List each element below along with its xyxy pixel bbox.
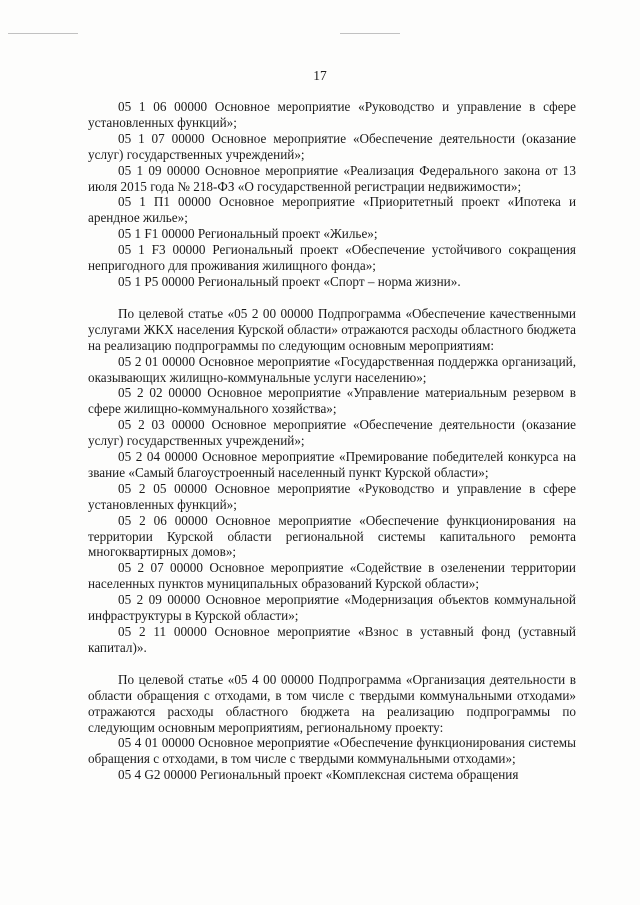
paragraph: 05 1 F1 00000 Региональный проект «Жилье»; <box>118 226 378 242</box>
paragraph: 05 2 03 00000 Основное мероприятие «Обеспечение деятельности (оказание услуг) государственных учреждений»; <box>88 417 576 449</box>
document-body <box>88 99 576 783</box>
paragraph: 05 4 01 00000 Основное мероприятие «Обеспечение функционирования системы обращения с отходами, в том числе с твердыми коммунальными отходами»; <box>88 735 576 767</box>
paragraph: 05 1 P5 00000 Региональный проект «Спорт – норма жизни». <box>118 273 461 289</box>
paragraph: 05 2 01 00000 Основное мероприятие «Государственная поддержка организаций, оказывающих жилищно-коммунальные услуги населению»; <box>88 353 576 385</box>
paragraph: 05 1 П1 00000 Основное мероприятие «Приоритетный проект «Ипотека и арендное жилье»; <box>88 194 576 226</box>
paragraph: 05 2 02 00000 Основное мероприятие «Управление материальным резервом в сфере жилищно-коммунального хозяйства»; <box>88 385 576 417</box>
paragraph: 05 1 07 00000 Основное мероприятие «Обеспечение деятельности (оказание услуг) государственных учреждений»; <box>88 130 576 162</box>
paragraph: 05 1 09 00000 Основное мероприятие «Реализация Федерального закона от 13 июля 2015 года № 218-ФЗ «О государственной регистрации недвижимости»; <box>88 162 576 194</box>
paragraph: 05 2 06 00000 Основное мероприятие «Обеспечение функционирования на территории Курской области региональной системы капитального ремонта многоквартирных домов»; <box>88 512 576 560</box>
paragraph: 05 1 06 00000 Основное мероприятие «Руководство и управление в сфере установленных функций»; <box>88 99 576 130</box>
scan-artifact-center <box>340 33 400 34</box>
paragraph: 05 4 G2 00000 Региональный проект «Комплексная система обращения <box>118 767 519 783</box>
paragraph: 05 1 F3 00000 Региональный проект «Обеспечение устойчивого сокращения непригодного для проживания жилищного фонда»; <box>88 242 576 274</box>
paragraph: 05 2 09 00000 Основное мероприятие «Модернизация объектов коммунальной инфраструктуры в Курской области»; <box>88 592 576 624</box>
scan-artifact-left <box>8 33 78 34</box>
paragraph: По целевой статье «05 2 00 00000 Подпрограмма «Обеспечение качественными услугами ЖКХ населения Курской области» отражаются расходы областного бюджета на реализацию подпрограммы по следующим основным мероприятиям: <box>88 305 576 353</box>
paragraph: 05 2 11 00000 Основное мероприятие «Взнос в уставный фонд (уставный капитал)». <box>88 624 576 655</box>
paragraph: По целевой статье «05 4 00 00000 Подпрограмма «Организация деятельности в области обращения с отходами, в том числе с твердыми коммунальными отходами» отражаются расходы областного бюджета на реализацию подпрограммы по следующим основным мероприятиям, региональному проекту: <box>88 671 576 735</box>
paragraph: 05 2 05 00000 Основное мероприятие «Руководство и управление в сфере установленных функций»; <box>88 480 576 512</box>
paragraph: 05 2 07 00000 Основное мероприятие «Содействие в озеленении территории населенных пунктов муниципальных образований Курской области»; <box>88 560 576 592</box>
page-number: 17 <box>313 68 327 83</box>
paragraph: 05 2 04 00000 Основное мероприятие «Премирование победителей конкурса на звание «Самый благоустроенный населенный пункт Курской области»; <box>88 449 576 480</box>
